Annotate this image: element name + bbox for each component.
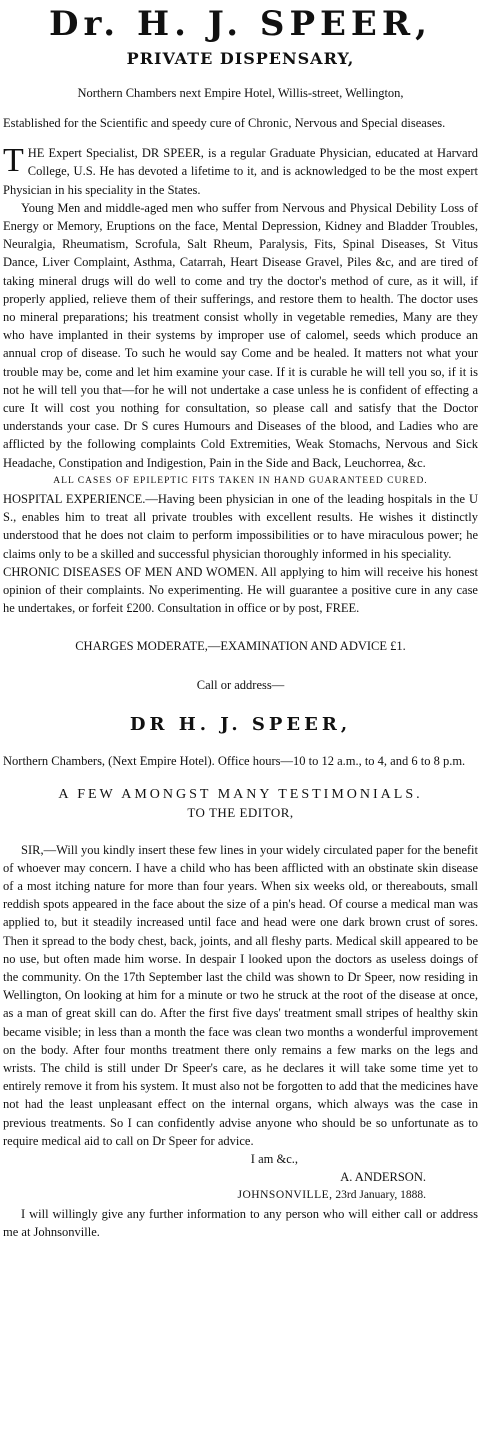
doctor-name: DR H. J. SPEER, (129, 713, 352, 735)
ad-subtitle: PRIVATE DISPENSARY, (126, 49, 355, 68)
letter-place-date (3, 1186, 478, 1204)
established-paragraph: Established for the Scientific and speedy cure of Chronic, Nervous and Special diseases. (3, 116, 446, 130)
intro-paragraph (3, 144, 478, 199)
business-address: Northern Chambers next Empire Hotel, Willis-street, Wellington, (77, 86, 404, 100)
to-editor-heading: TO THE EDITOR, (187, 805, 294, 821)
testimonial-letter: SIR,—Will you kindly insert these few lines in your widely circulated paper for the benefit of whoever may concern. I have a child who has been afflicted with an obstinate skin disease of a most itching nature for more than four years. When six weeks old, or thereabouts, small reddish spots appeared in the face about the size of a pin's head. Of course a medical man was applied to, but it steadily increased until face and head were one dark brown crust of sores. Then it spread to the body chest, back, joints, and all fleshy parts. Medical skill appeared to be no use, but often made him worse. In despair I looked upon the doctors as useless doings of the community. On the 17th September last the child was shown to Dr Speer, now residing in Wellington, On looking at him for a minute or two he struck at the root of the disease at once, as a man of great skill can do. After the first five days' treatment small stripes of healthy skin became visible; in less than a month the face was clean two months a wonderful improvement on the body. After four months treatment there only remains a few marks on the legs and wrists. The child is still under Dr Speer's care, as he declares it will take some time yet to entirely remove it from his system. It must also not be forgotten to add that the medicines have not had the least unpleasant effect on the internal organs, which always was the case in previous treatments. So I can confidently advise anyone who should be so unfortunate as to require medical aid to call on Dr Speer for advice. (3, 842, 478, 1148)
ad-title: Dr. H. J. SPEER, (49, 4, 432, 44)
testimonials-heading: A FEW AMONGST MANY TESTIMONIALS. (58, 787, 423, 803)
letter-place: JOHNSONVILLE, (237, 1189, 333, 1202)
charges-line: CHARGES MODERATE,—EXAMINATION AND ADVICE £1. (75, 639, 406, 654)
letter-closing: I am &c., (250, 1151, 298, 1166)
hospital-paragraph: HOSPITAL EXPERIENCE.—Having been physician in one of the leading hospitals in the U S., enables him to treat all private troubles with excellent results. He wishes it distinctly understood that he does not claim to perform impossibilities or to have miraculous power; he claims only to be a skilled and successful physician thoroughly informed in his speciality. (3, 492, 478, 561)
young-men-paragraph: Young Men and middle-aged men who suffer from Nervous and Physical Debility Loss of Energy or Memory, Eruptions on the face, Mental Depression, Kidney and Bladder Troubles, Neuralgia, Rheumatism, Scrofula, Salt Rheum, Paralysis, Fits, Spinal Diseases, St Vitus Dance, Liver Complaint, Asthma, Catarrah, Heart Disease Gravel, Piles &c, and are tired of taking mineral drugs will do well to come and try the doctor's method of cure, as it will, if properly applied, relieve them of their sufferings, and restore them to health. The doctor uses no mineral preparations; his treatment consist wholly in vegetable remedies, Many are they who have implanted in their systems by improper use of calomel, seeds which produce an annual crop of disease. To such he would say Come and be healed. It matters not what your trouble may be, come and let him examine your case. If it is curable he will tell you so, if it is not he will tell you that—for he will not undertake a case unless he is confident of effecting a cure It will cost you nothing for consultation, so please call and satisfy that the Doctor understands your case. Dr S cures Humours and Diseases of the blood, and Ladies who are afflicted by the following complaints Cold Extremities, Weak Stomachs, Nervous and Sick Headache, Constipation and Indigestion, Pain in the Side and Back, Leuchorrea, &c. (3, 200, 478, 470)
epileptic-notice: ALL CASES OF EPILEPTIC FITS TAKEN IN HAND GUARANTEED CURED. (53, 475, 428, 486)
drop-cap: T (3, 142, 24, 180)
intro-text: HE Expert Specialist, DR SPEER, is a regular Graduate Physician, educated at Harvard College, U.S. He has devoted a lifetime to it, and is acknowledged to be the most expert Physician in his speciality in the States. (3, 146, 478, 197)
office-hours: Northern Chambers, (Next Empire Hotel). Office hours—10 to 12 a.m., to 4, and 6 to 8 p.m. (3, 753, 466, 768)
call-line: Call or address— (196, 677, 285, 692)
letter-date: 23rd January, 1888. (335, 1189, 426, 1202)
letter-signature: A. ANDERSON. (340, 1170, 426, 1185)
chronic-paragraph: CHRONIC DISEASES OF MEN AND WOMEN. All applying to him will receive his honest opinion of their complaints. No experimenting. He will guarantee a positive cure in any case he undertakes, or forfeit £200. Consultation in office or by post, FREE. (3, 564, 478, 616)
postscript: I will willingly give any further information to any person who will either call or address me at Johnsonville. (3, 1206, 478, 1239)
